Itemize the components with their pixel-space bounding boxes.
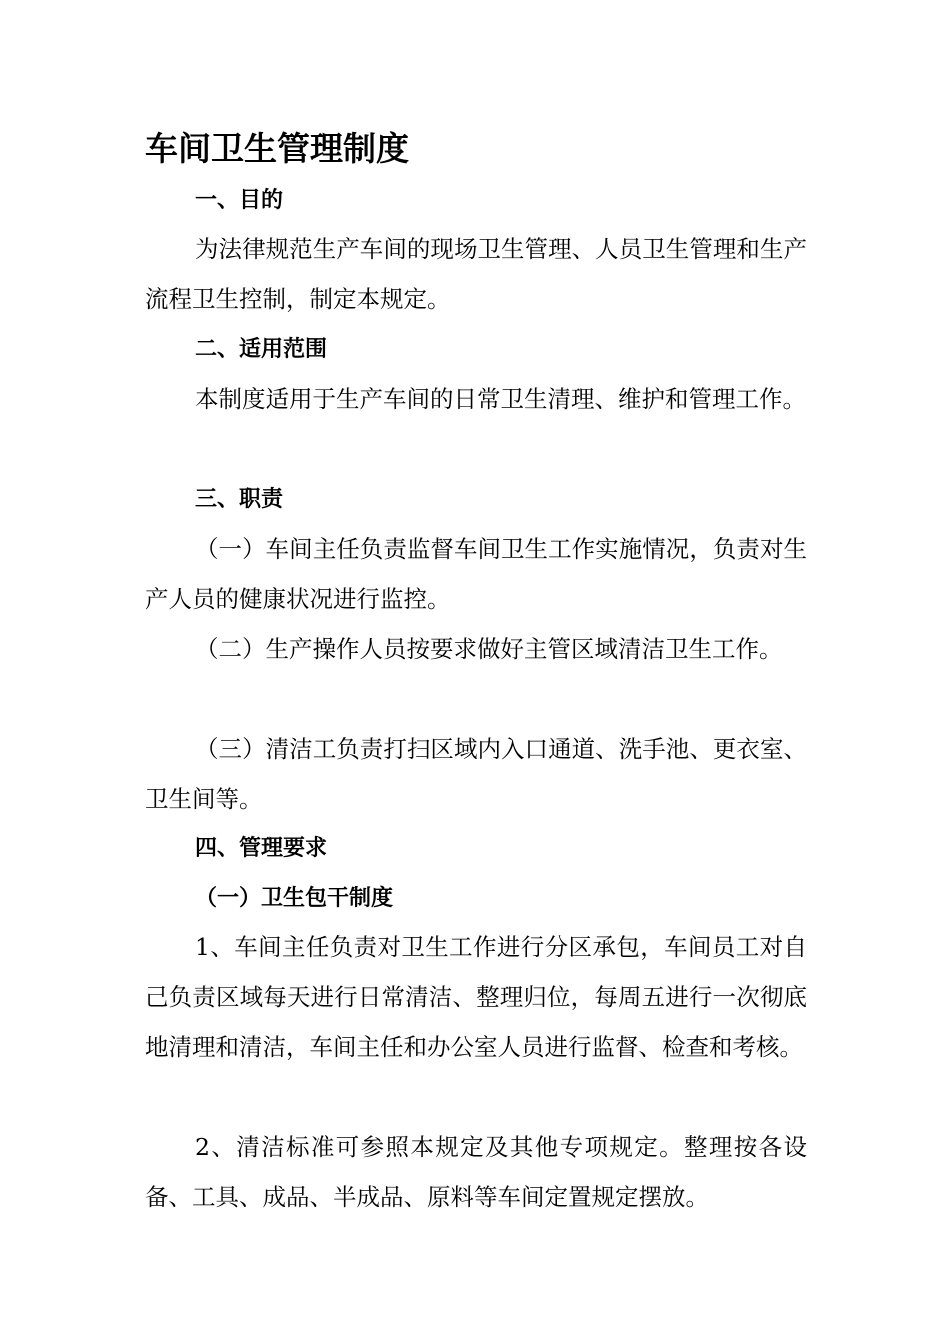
- section-heading-purpose: 一、目的: [195, 187, 284, 213]
- duty-item-3: （三）清洁工负责打扫区域内入口通道、洗手池、更衣室、卫生间等。: [145, 735, 807, 813]
- section-heading-duties: 三、职责: [195, 486, 284, 512]
- paragraph-scope: 本制度适用于生产车间的日常卫生清理、维护和管理工作。: [195, 385, 806, 413]
- duty-item-2: （二）生产操作人员按要求做好主管区域清洁卫生工作。: [195, 635, 783, 663]
- paragraph-purpose: 为法律规范生产车间的现场卫生管理、人员卫生管理和生产流程卫生控制，制定本规定。: [145, 235, 807, 313]
- management-item-1: 1、车间主任负责对卫生工作进行分区承包，车间员工对自己负责区域每天进行日常清洁、整理归位，每周五进行一次彻底地清理和清洁，车间主任和办公室人员进行监督、检查和考核。: [145, 933, 807, 1061]
- management-item-2: 2、清洁标准可参照本规定及其他专项规定。整理按各设备、工具、成品、半成品、原料等车间定置规定摆放。: [145, 1133, 807, 1211]
- subsection-heading-responsibility: （一）卫生包干制度: [195, 885, 394, 911]
- section-heading-scope: 二、适用范围: [195, 336, 328, 362]
- document-title: 车间卫生管理制度: [145, 129, 409, 168]
- duty-item-1: （一）车间主任负责监督车间卫生工作实施情况，负责对生产人员的健康状况进行监控。: [145, 535, 807, 613]
- section-heading-management: 四、管理要求: [195, 835, 328, 861]
